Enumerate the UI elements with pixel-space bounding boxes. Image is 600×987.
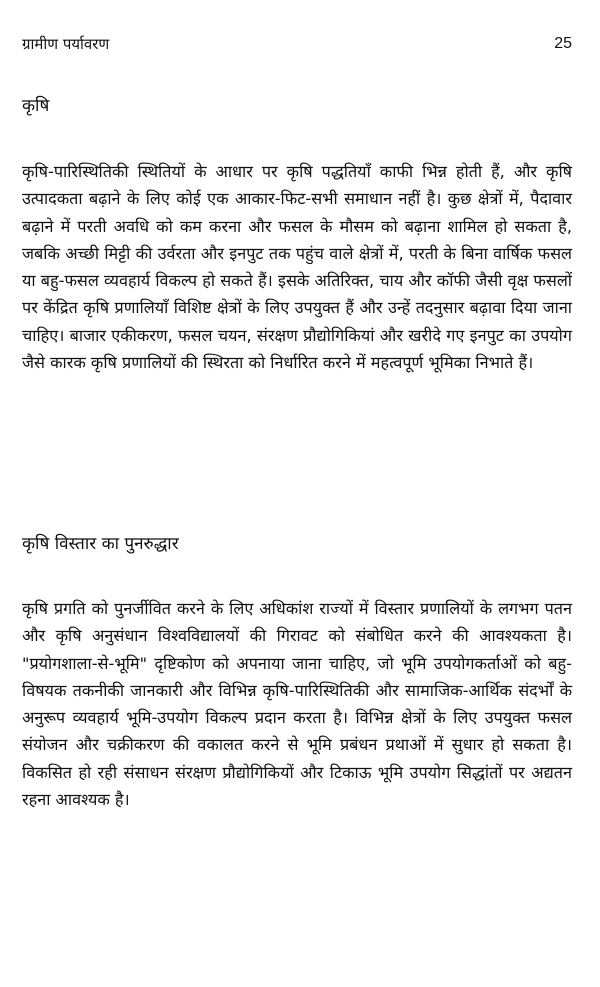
running-header — [22, 34, 572, 56]
running-title: ग्रामीण पर्यावरण — [22, 35, 110, 53]
page-number: 25 — [554, 35, 572, 52]
section-heading-extension-revival: कृषि विस्तार का पुनरुद्धार — [22, 534, 179, 554]
section-paragraph-agriculture: कृषि-पारिस्थितिकी स्थितियों के आधार पर कृषि पद्धतियाँ काफी भिन्न होती हैं, और कृषि उत्पादकता बढ़ाने के लिए कोई एक आकार-फिट-सभी समाधान नहीं है। कुछ क्षेत्रों में, पैदावार बढ़ाने में परती अवधि को कम करना और फसल के मौसम को बढ़ाना शामिल हो सकता है, जबकि अच्छी मिट्टी की उर्वरता और इनपुट तक पहुंच वाले क्षेत्रों में, परती के बिना वार्षिक फसल या बहु-फसल व्यवहार्य विकल्प हो सकते हैं। इसके अतिरिक्त, चाय और कॉफी जैसी वृक्ष फसलों पर केंद्रित कृषि प्रणालियाँ विशिष्ट क्षेत्रों के लिए उपयुक्त हैं और उन्हें तदनुसार बढ़ावा दिया जाना चाहिए। बाजार एकीकरण, फसल चयन, संरक्षण प्रौद्योगिकियां और खरीदे गए इनपुट का उपयोग जैसे कारक कृषि प्रणालियों की स्थिरता को निर्धारित करने में महत्वपूर्ण भूमिका निभाते हैं। — [22, 162, 572, 373]
section-heading-agriculture: कृषि — [22, 96, 50, 116]
section-paragraph-extension-revival: कृषि प्रगति को पुनर्जीवित करने के लिए अधिकांश राज्यों में विस्तार प्रणालियों के लगभग पतन और कृषि अनुसंधान विश्वविद्यालयों की गिरावट को संबोधित करने की आवश्यकता है। "प्रयोगशाला-से-भूमि" दृष्टिकोण को अपनाया जाना चाहिए, जो भूमि उपयोगकर्ताओं को बहु-विषयक तकनीकी जानकारी और विभिन्न कृषि-पारिस्थितिकी और सामाजिक-आर्थिक संदर्भों के अनुरूप व्यवहार्य भूमि-उपयोग विकल्प प्रदान करता है। विभिन्न क्षेत्रों के लिए उपयुक्त फसल संयोजन और चक्रीकरण की वकालत करने से भूमि प्रबंधन प्रथाओं में सुधार हो सकता है। विकसित हो रही संसाधन संरक्षण प्रौद्योगिकियों और टिकाऊ भूमि उपयोग सिद्धांतों पर अद्यतन रहना आवश्यक है। — [22, 599, 572, 810]
